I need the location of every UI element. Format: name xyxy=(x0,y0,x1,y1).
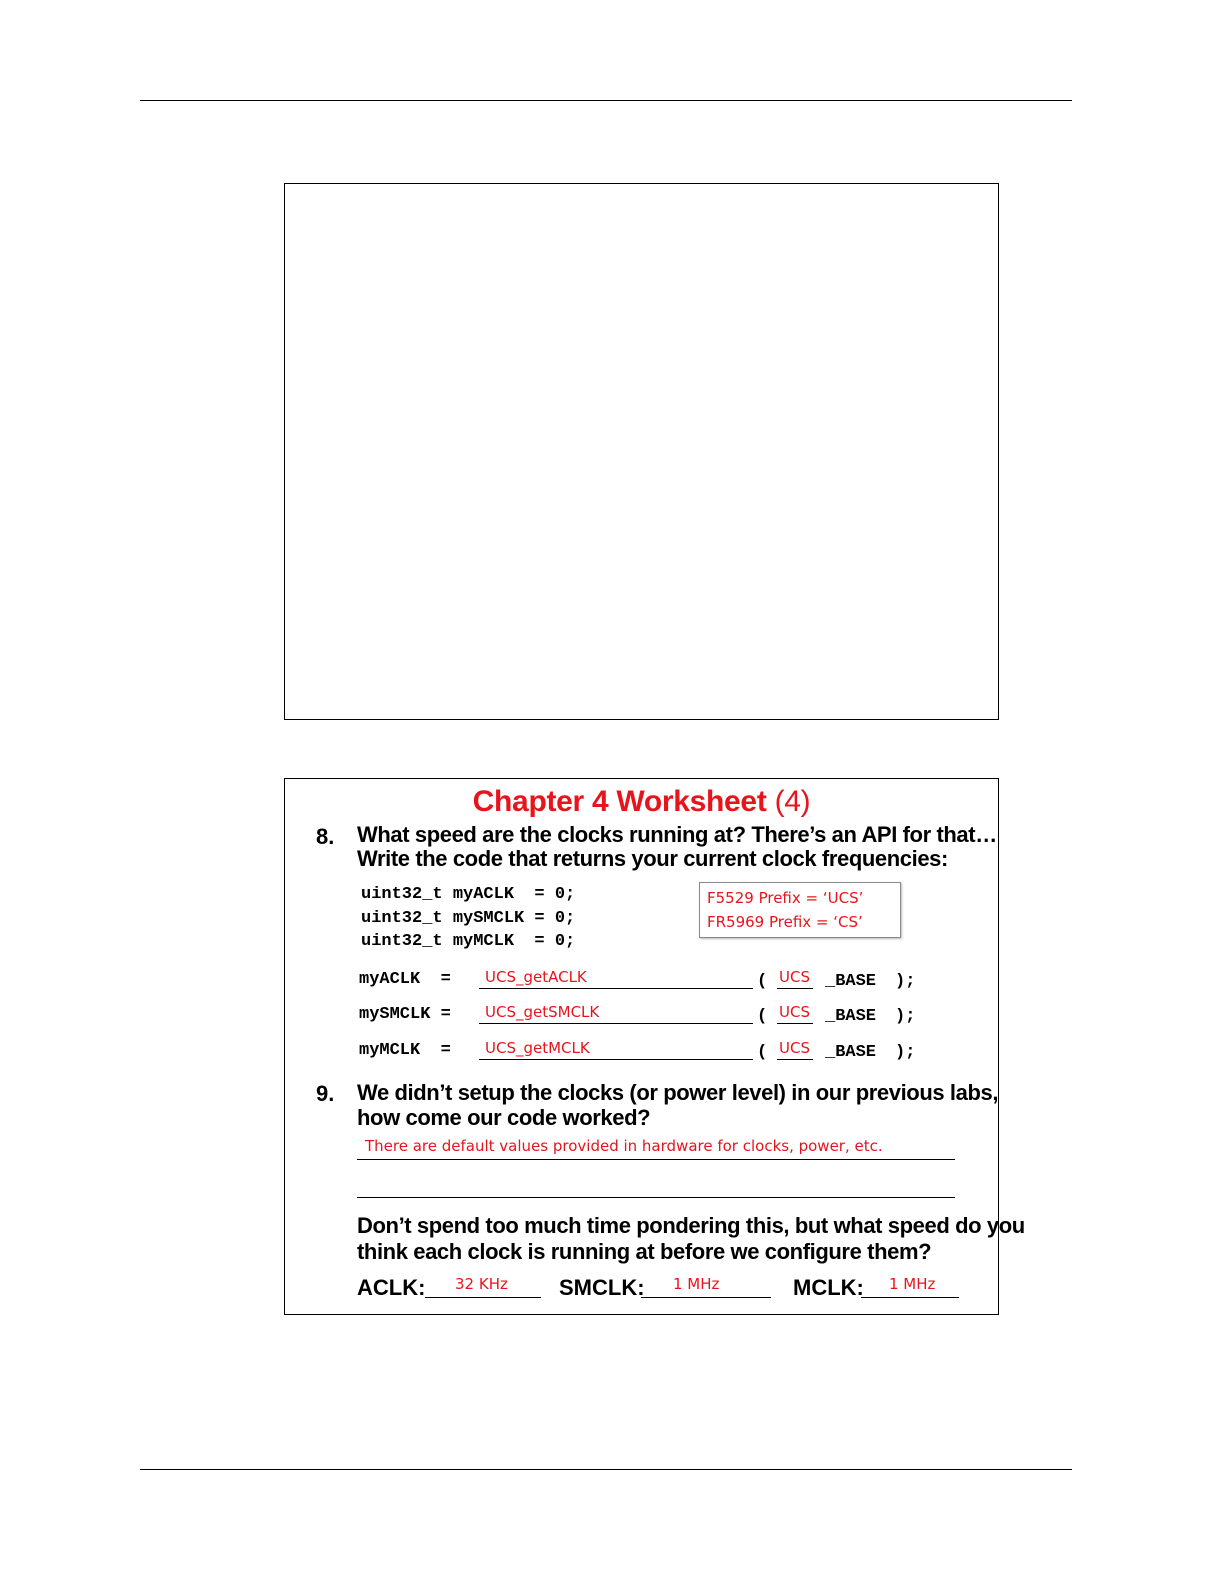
mclk-label: MCLK: xyxy=(793,1275,864,1300)
function-blank-line xyxy=(479,988,753,989)
question-9-line-1: We didn’t setup the clocks (or power level) in our previous labs, xyxy=(357,1080,999,1105)
api-row-mclk xyxy=(359,1039,979,1065)
decl-mclk: uint32_t myMCLK = 0; xyxy=(361,932,576,951)
api-row-lhs: myMCLK = xyxy=(359,1041,451,1060)
slide-title-number: (4) xyxy=(774,785,811,818)
api-row-function: UCS_getACLK xyxy=(485,968,587,986)
slide-title xyxy=(285,785,998,819)
api-row-prefix: UCS xyxy=(779,1003,810,1021)
api-row-open-paren: ( xyxy=(757,1007,768,1026)
slide-title-text: Chapter 4 Worksheet xyxy=(472,785,767,818)
question-9-line-4: think each clock is running at before we configure them? xyxy=(357,1239,932,1264)
worksheet-slide xyxy=(284,778,1025,1315)
header-rule xyxy=(140,100,1072,101)
api-row-prefix: UCS xyxy=(779,1039,810,1057)
smclk-blank-line xyxy=(641,1297,771,1298)
question-8-number: 8. xyxy=(316,824,335,849)
mclk-blank-line xyxy=(861,1297,959,1298)
prefix-blank-line xyxy=(777,1023,813,1024)
api-row-base: _BASE xyxy=(825,972,877,991)
prefix-note-box xyxy=(699,882,901,938)
mclk-value: 1 MHz xyxy=(889,1275,936,1293)
answer-line-2 xyxy=(357,1197,955,1198)
question-9-answer: There are default values provided in hardware for clocks, power, etc. xyxy=(365,1137,883,1155)
smclk-label: SMCLK: xyxy=(559,1275,645,1300)
question-8-line-2: Write the code that returns your current clock frequencies: xyxy=(357,846,948,871)
api-row-aclk xyxy=(359,968,979,994)
smclk-value: 1 MHz xyxy=(673,1275,720,1293)
api-row-base: _BASE xyxy=(825,1043,877,1062)
prefix-blank-line xyxy=(777,988,813,989)
api-row-lhs: mySMCLK = xyxy=(359,1005,451,1024)
decl-aclk: uint32_t myACLK = 0; xyxy=(361,885,576,904)
api-row-open-paren: ( xyxy=(757,1043,768,1062)
api-row-prefix: UCS xyxy=(779,968,810,986)
question-9-number: 9. xyxy=(316,1081,335,1106)
prefix-note-fr5969: FR5969 Prefix = ‘CS’ xyxy=(707,913,863,931)
function-blank-line xyxy=(479,1023,753,1024)
prefix-note-f5529: F5529 Prefix = ‘UCS’ xyxy=(707,889,864,907)
api-row-function: UCS_getSMCLK xyxy=(485,1003,600,1021)
aclk-label: ACLK: xyxy=(357,1275,426,1300)
question-9-line-2: how come our code worked? xyxy=(357,1105,651,1130)
aclk-value: 32 KHz xyxy=(455,1275,508,1293)
api-row-lhs: myACLK = xyxy=(359,970,451,989)
blank-notes-box xyxy=(284,183,999,720)
api-row-close: ); xyxy=(895,972,916,991)
question-8-line-1: What speed are the clocks running at? There’s an API for that… xyxy=(357,822,997,847)
answer-line-1 xyxy=(357,1159,955,1160)
aclk-blank-line xyxy=(425,1297,541,1298)
question-9-line-3: Don’t spend too much time pondering this, but what speed do you xyxy=(357,1213,1025,1238)
decl-smclk: uint32_t mySMCLK = 0; xyxy=(361,909,576,928)
prefix-blank-line xyxy=(777,1059,813,1060)
function-blank-line xyxy=(479,1059,753,1060)
footer-rule xyxy=(140,1469,1072,1470)
api-row-base: _BASE xyxy=(825,1007,877,1026)
api-row-function: UCS_getMCLK xyxy=(485,1039,590,1057)
api-row-close: ); xyxy=(895,1007,916,1026)
api-row-close: ); xyxy=(895,1043,916,1062)
api-row-smclk xyxy=(359,1003,979,1029)
api-row-open-paren: ( xyxy=(757,972,768,991)
